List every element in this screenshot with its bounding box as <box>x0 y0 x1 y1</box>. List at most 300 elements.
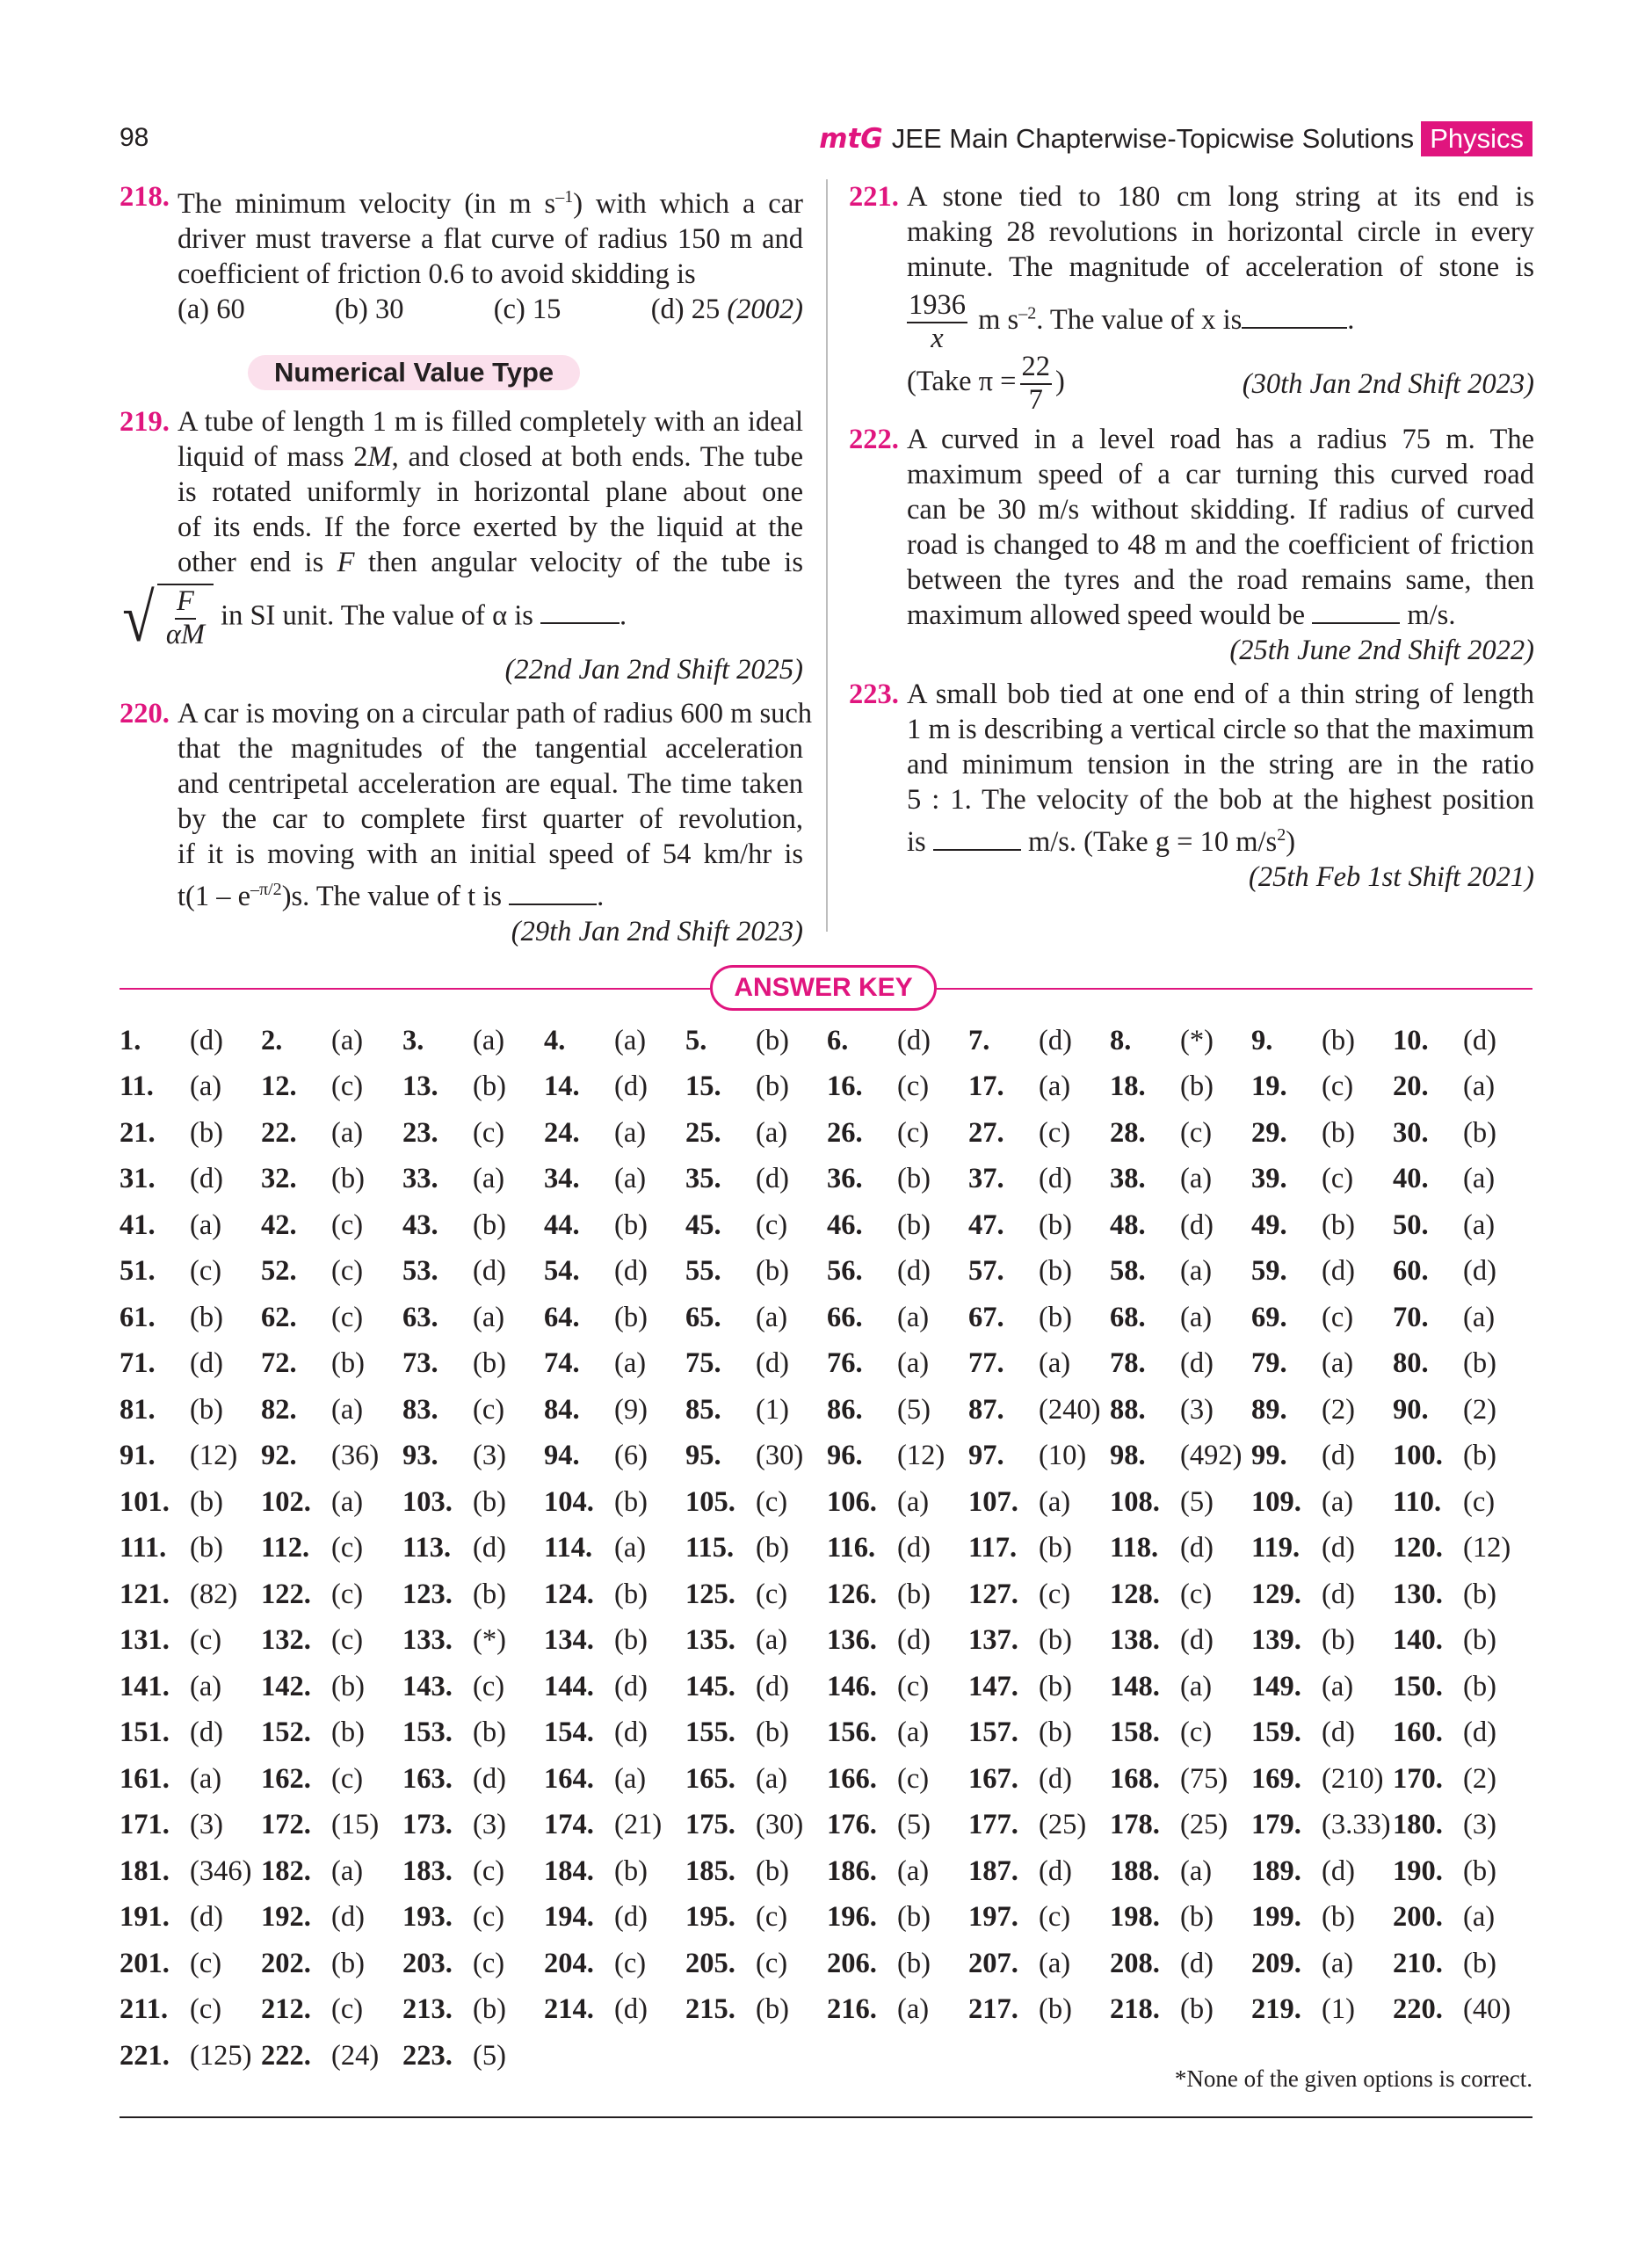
answer-number: 79. <box>1251 1347 1287 1380</box>
answer-key-entry <box>685 1763 827 1796</box>
answer-number: 109. <box>1251 1485 1301 1518</box>
answer-key-entry <box>685 1717 827 1749</box>
answer-number: 208. <box>1110 1947 1160 1979</box>
question-text: (Take π = $\frac{22}{7}$ ) (30th Jan 2nd Shift 2023) <box>907 351 1534 416</box>
answer-value: (c) <box>331 1208 364 1241</box>
answer-value: (30) <box>756 1809 804 1841</box>
answer-key-entry <box>827 1763 968 1796</box>
answer-value: (d) <box>614 1255 648 1288</box>
answer-key-entry <box>968 1763 1110 1796</box>
answer-number: 30. <box>1393 1116 1429 1149</box>
answer-number: 47. <box>968 1208 1004 1241</box>
answer-key-entry <box>1110 1163 1251 1195</box>
answer-value: (d) <box>1322 1717 1355 1749</box>
answer-number: 23. <box>402 1116 438 1149</box>
answer-key-entry <box>120 1209 261 1242</box>
answer-key-entry <box>827 1486 968 1519</box>
answer-number: 113. <box>402 1532 452 1564</box>
answer-value: (d) <box>1180 1947 1214 1979</box>
answer-number: 93. <box>402 1440 438 1472</box>
answer-number: 24. <box>544 1116 580 1149</box>
answer-value: (b) <box>1322 1624 1355 1657</box>
answer-number: 211. <box>120 1993 169 2026</box>
answer-key-entry <box>1110 1071 1251 1103</box>
answer-key-entry <box>1393 1486 1534 1519</box>
answer-value: (c) <box>1180 1717 1213 1749</box>
answer-key-entry <box>261 1347 402 1380</box>
answer-value: (5) <box>897 1393 931 1426</box>
answer-value: (3) <box>473 1809 506 1841</box>
answer-number: 115. <box>685 1532 735 1564</box>
answer-value: (a) <box>614 1347 647 1380</box>
answer-number: 148. <box>1110 1670 1160 1702</box>
answer-value: (d) <box>897 1532 931 1564</box>
answer-number: 68. <box>1110 1301 1146 1333</box>
answer-number: 158. <box>1110 1717 1160 1749</box>
answer-key-entry <box>402 1117 544 1150</box>
answer-value: (b) <box>1039 1670 1072 1702</box>
answer-number: 157. <box>968 1717 1018 1749</box>
answer-key-row <box>120 1018 1543 1064</box>
answer-value: (5) <box>473 2039 506 2072</box>
answer-number: 18. <box>1110 1071 1146 1103</box>
answer-value: (12) <box>190 1440 238 1472</box>
answer-number: 5. <box>685 1024 707 1056</box>
answer-key-row <box>120 1941 1543 1987</box>
answer-number: 6. <box>827 1024 849 1056</box>
answer-key-entry <box>1393 1579 1534 1611</box>
answer-number: 122. <box>261 1578 311 1610</box>
answer-number: 61. <box>120 1301 156 1333</box>
answer-number: 63. <box>402 1301 438 1333</box>
left-column <box>120 179 813 958</box>
answer-key-entry <box>1110 1025 1251 1057</box>
question-source: (25th Feb 1st Shift 2021) <box>1249 860 1534 893</box>
answer-key-entry <box>685 1440 827 1472</box>
answer-key-entry <box>685 1486 827 1519</box>
answer-value: (a) <box>473 1301 505 1333</box>
answer-key-entry <box>544 1809 685 1841</box>
answer-number: 223. <box>402 2039 453 2072</box>
answer-key-entry <box>402 1624 544 1657</box>
answer-key-entry <box>120 1993 261 2026</box>
answer-value: (d) <box>190 1901 223 1934</box>
answer-key-row <box>120 1895 1543 1942</box>
answer-value: (a) <box>1322 1485 1354 1518</box>
answer-number: 139. <box>1251 1624 1301 1657</box>
question-text: of its ends. If the force exerted by the liquid at the <box>178 511 803 543</box>
answer-key-entry <box>1110 1993 1251 2026</box>
answer-key-entry <box>120 1901 261 1934</box>
answer-value: (a) <box>1039 1347 1071 1380</box>
answer-number: 101. <box>120 1485 170 1518</box>
answer-number: 37. <box>968 1163 1004 1195</box>
answer-value: (a) <box>190 1670 222 1702</box>
answer-key-entry <box>685 1948 827 1980</box>
answer-value: (d) <box>1463 1255 1496 1288</box>
answer-key-entry <box>1251 1486 1393 1519</box>
answer-number: 156. <box>827 1717 877 1749</box>
answer-key-entry <box>968 1993 1110 2026</box>
answer-value: (492) <box>1180 1440 1243 1472</box>
answer-number: 53. <box>402 1255 438 1288</box>
answer-value: (*) <box>473 1624 506 1657</box>
answer-number: 220. <box>1393 1993 1443 2026</box>
answer-number: 11. <box>120 1071 154 1103</box>
answer-key-entry <box>1110 1717 1251 1749</box>
answer-number: 183. <box>402 1854 453 1887</box>
answer-value: (c) <box>1322 1071 1354 1103</box>
answer-key-entry <box>1393 1901 1534 1934</box>
answer-number: 12. <box>261 1071 297 1103</box>
answer-value: (a) <box>897 1485 930 1518</box>
question-text: minute. The magnitude of acceleration of stone is <box>907 251 1534 283</box>
answer-key-entry <box>120 1579 261 1611</box>
answer-value: (6) <box>614 1440 648 1472</box>
answer-number: 19. <box>1251 1071 1287 1103</box>
answer-value: (a) <box>331 1393 364 1426</box>
answer-value: (d) <box>897 1624 931 1657</box>
answer-value: (d) <box>1039 1163 1072 1195</box>
answer-number: 90. <box>1393 1393 1429 1426</box>
answer-key-entry <box>261 1948 402 1980</box>
answer-value: (c) <box>1180 1578 1213 1610</box>
answer-number: 219. <box>1251 1993 1301 2026</box>
question-number: 223. <box>849 679 899 710</box>
answer-key-entry <box>968 1394 1110 1426</box>
answer-number: 103. <box>402 1485 453 1518</box>
answer-key-entry <box>544 1993 685 2026</box>
answer-key-entry <box>120 1671 261 1703</box>
answer-key-entry <box>1251 1901 1393 1934</box>
answer-blank <box>540 598 620 624</box>
answer-key-entry <box>968 1347 1110 1380</box>
question-218 <box>120 179 803 327</box>
answer-key-row <box>120 1064 1543 1111</box>
answer-key-entry <box>544 1763 685 1796</box>
answer-number: 182. <box>261 1854 311 1887</box>
answer-key-entry <box>402 2040 544 2072</box>
answer-number: 179. <box>1251 1809 1301 1841</box>
answer-number: 106. <box>827 1485 877 1518</box>
answer-value: (a) <box>190 1762 222 1795</box>
answer-number: 144. <box>544 1670 594 1702</box>
answer-value: (d) <box>190 1024 223 1056</box>
answer-key-entry <box>1251 1763 1393 1796</box>
answer-key-entry <box>1251 1532 1393 1564</box>
question-number: 221. <box>849 181 899 213</box>
question-text: road is changed to 48 m and the coefficient of friction <box>907 529 1534 561</box>
answer-key-entry <box>1251 1809 1393 1841</box>
answer-key-entry <box>1393 1255 1534 1288</box>
answer-blank <box>933 824 1021 851</box>
answer-key-entry <box>261 1532 402 1564</box>
answer-key-rule <box>120 988 710 990</box>
question-text: if it is moving with an initial speed of 54 km/hr is <box>178 838 803 870</box>
answer-key-entry <box>120 1763 261 1796</box>
answer-key-entry <box>1251 1579 1393 1611</box>
answer-value: (b) <box>1463 1670 1496 1702</box>
answer-key-entry <box>685 1117 827 1150</box>
answer-value: (a) <box>897 1993 930 2026</box>
answer-value: (9) <box>614 1393 648 1426</box>
answer-value: (1) <box>756 1393 789 1426</box>
answer-key-row <box>120 1202 1543 1249</box>
answer-key-entry <box>402 1440 544 1472</box>
answer-value: (a) <box>331 1854 364 1887</box>
answer-value: (d) <box>614 1901 648 1934</box>
answer-value: (b) <box>614 1624 648 1657</box>
answer-value: (a) <box>897 1854 930 1887</box>
answer-number: 31. <box>120 1163 156 1195</box>
answer-number: 110. <box>1393 1485 1442 1518</box>
answer-number: 178. <box>1110 1809 1160 1841</box>
question-source: (29th Jan 2nd Shift 2023) <box>511 915 803 947</box>
answer-key-rule <box>937 988 1532 990</box>
answer-number: 133. <box>402 1624 453 1657</box>
answer-value: (c) <box>473 1393 505 1426</box>
answer-key-entry <box>261 1163 402 1195</box>
answer-key-entry <box>827 1671 968 1703</box>
answer-number: 22. <box>261 1116 297 1149</box>
answer-key-entry <box>261 1855 402 1888</box>
question-text: and centripetal acceleration are equal. The time taken <box>178 767 803 800</box>
answer-key-entry <box>1110 1394 1251 1426</box>
answer-number: 194. <box>544 1901 594 1934</box>
answer-number: 142. <box>261 1670 311 1702</box>
answer-number: 56. <box>827 1255 863 1288</box>
answer-key-entry <box>261 1624 402 1657</box>
answer-value: (b) <box>1180 1993 1214 2026</box>
answer-key-entry <box>1110 1347 1251 1380</box>
answer-value: (24) <box>331 2039 380 2072</box>
answer-number: 52. <box>261 1255 297 1288</box>
column-divider <box>826 179 828 932</box>
answer-value: (d) <box>1039 1024 1072 1056</box>
answer-key-entry <box>827 1025 968 1057</box>
answer-value: (d) <box>1322 1854 1355 1887</box>
answer-value: (b) <box>1039 1624 1072 1657</box>
answer-value: (b) <box>331 1347 365 1380</box>
answer-value: (a) <box>1463 1208 1496 1241</box>
answer-number: 84. <box>544 1393 580 1426</box>
answer-value: (c) <box>331 1255 364 1288</box>
answer-key-entry <box>968 1486 1110 1519</box>
answer-number: 48. <box>1110 1208 1146 1241</box>
answer-key-entry <box>544 1394 685 1426</box>
answer-key-entry <box>968 1717 1110 1749</box>
question-number: 219. <box>120 405 170 438</box>
answer-key-entry <box>827 1993 968 2026</box>
answer-number: 99. <box>1251 1440 1287 1472</box>
answer-value: (b) <box>473 1347 506 1380</box>
answer-key-entry <box>261 1025 402 1057</box>
answer-key-entry <box>261 2040 402 2072</box>
answer-key-entry <box>1251 1948 1393 1980</box>
answer-key-row <box>120 1848 1543 1895</box>
answer-key-row <box>120 1618 1543 1665</box>
answer-number: 94. <box>544 1440 580 1472</box>
answer-number: 212. <box>261 1993 311 2026</box>
answer-key-entry <box>120 1717 261 1749</box>
question-text: is m/s. (Take g = 10 $m/s^2$) <box>907 825 1296 858</box>
question-text: √ $\frac{F}{\alpha M}$ in SI unit. The value of α is . <box>120 584 803 652</box>
answer-value: (125) <box>190 2039 252 2072</box>
answer-key-row <box>120 1295 1543 1341</box>
option-a: (a) 60 <box>178 293 245 325</box>
answer-number: 175. <box>685 1809 735 1841</box>
answer-number: 25. <box>685 1116 721 1149</box>
answer-number: 129. <box>1251 1578 1301 1610</box>
answer-key-entry <box>1393 1855 1534 1888</box>
answer-value: (c) <box>897 1762 930 1795</box>
answer-number: 42. <box>261 1208 297 1241</box>
answer-value: (c) <box>756 1901 788 1934</box>
answer-value: (a) <box>331 1024 364 1056</box>
answer-key-entry <box>261 1209 402 1242</box>
question-text: $\frac{1936}{x}$ m $s^{-2}$. The value of x is . <box>909 289 1355 354</box>
answer-number: 159. <box>1251 1717 1301 1749</box>
answer-key-entry <box>1251 1993 1393 2026</box>
answer-key-row <box>120 1433 1543 1480</box>
answer-key-entry <box>402 1209 544 1242</box>
answer-value: (a) <box>756 1116 788 1149</box>
answer-value: (210) <box>1322 1762 1384 1795</box>
answer-number: 203. <box>402 1947 453 1979</box>
answer-number: 193. <box>402 1901 453 1934</box>
answer-number: 80. <box>1393 1347 1429 1380</box>
answer-value: (d) <box>897 1024 931 1056</box>
answer-key-entry <box>261 1255 402 1288</box>
answer-key-entry <box>120 1948 261 1980</box>
answer-key-entry <box>1393 1763 1534 1796</box>
question-text: A car is moving on a circular path of radius 600 m such <box>178 697 813 729</box>
answer-value: (d) <box>1180 1347 1214 1380</box>
answer-key-entry <box>685 1347 827 1380</box>
answer-value: (3) <box>1180 1393 1214 1426</box>
answer-key-entry <box>120 1117 261 1150</box>
answer-value: (b) <box>1039 1208 1072 1241</box>
answer-number: 34. <box>544 1163 580 1195</box>
answer-value: (d) <box>1322 1440 1355 1472</box>
section-heading: Numerical Value Type <box>248 355 580 390</box>
answer-value: (36) <box>331 1440 380 1472</box>
answer-number: 190. <box>1393 1854 1443 1887</box>
answer-key-row <box>120 1249 1543 1296</box>
question-source: (30th Jan 2nd Shift 2023) <box>1242 368 1534 400</box>
answer-number: 145. <box>685 1670 735 1702</box>
answer-number: 102. <box>261 1485 311 1518</box>
answer-key-entry <box>402 1394 544 1426</box>
answer-number: 59. <box>1251 1255 1287 1288</box>
question-text: 1 m is describing a vertical circle so that the maximum <box>907 714 1534 745</box>
answer-number: 151. <box>120 1717 170 1749</box>
answer-key-entry <box>827 1532 968 1564</box>
answer-key-entry <box>1251 1671 1393 1703</box>
answer-value: (d) <box>190 1717 223 1749</box>
question-text: can be 30 m/s without skidding. If radius of curved <box>907 494 1534 526</box>
answer-value: (d) <box>614 1670 648 1702</box>
answer-value: (5) <box>897 1809 931 1841</box>
answer-number: 29. <box>1251 1116 1287 1149</box>
answer-key-entry <box>261 1993 402 2026</box>
answer-number: 172. <box>261 1809 311 1841</box>
answer-number: 14. <box>544 1071 580 1103</box>
answer-value: (b) <box>190 1485 223 1518</box>
answer-number: 135. <box>685 1624 735 1657</box>
answer-number: 36. <box>827 1163 863 1195</box>
answer-key-entry <box>120 1486 261 1519</box>
answer-key-entry <box>261 1717 402 1749</box>
answer-key-entry <box>544 1579 685 1611</box>
question-text: The minimum velocity (in m $s^{-1}$) with which a car <box>178 187 803 220</box>
answer-value: (25) <box>1180 1809 1228 1841</box>
answer-number: 2. <box>261 1024 283 1056</box>
answer-number: 186. <box>827 1854 877 1887</box>
answer-value: (a) <box>756 1301 788 1333</box>
answer-value: (b) <box>1039 1301 1072 1333</box>
answer-value: (25) <box>1039 1809 1087 1841</box>
answer-key-entry <box>1251 1071 1393 1103</box>
answer-number: 154. <box>544 1717 594 1749</box>
answer-value: (a) <box>1463 1901 1496 1934</box>
answer-value: (d) <box>1322 1255 1355 1288</box>
answer-number: 215. <box>685 1993 735 2026</box>
answer-key-entry <box>402 1163 544 1195</box>
answer-number: 95. <box>685 1440 721 1472</box>
answer-number: 138. <box>1110 1624 1160 1657</box>
answer-value: (*) <box>1180 1024 1214 1056</box>
answer-key-row <box>120 1710 1543 1757</box>
answer-number: 82. <box>261 1393 297 1426</box>
answer-value: (b) <box>756 1071 789 1103</box>
answer-number: 55. <box>685 1255 721 1288</box>
answer-number: 10. <box>1393 1024 1429 1056</box>
answer-value: (a) <box>1180 1163 1213 1195</box>
answer-number: 160. <box>1393 1717 1443 1749</box>
answer-key-entry <box>544 1163 685 1195</box>
answer-key-entry <box>1110 1763 1251 1796</box>
answer-value: (b) <box>1180 1071 1214 1103</box>
answer-key-entry <box>685 1624 827 1657</box>
question-222 <box>849 422 1534 668</box>
answer-key-entry <box>1393 1163 1534 1195</box>
question-text: that the magnitudes of the tangential acceleration <box>178 732 803 765</box>
answer-number: 167. <box>968 1762 1018 1795</box>
answer-number: 105. <box>685 1485 735 1518</box>
answer-number: 147. <box>968 1670 1018 1702</box>
answer-key-entry <box>261 1394 402 1426</box>
answer-value: (c) <box>1322 1301 1354 1333</box>
answer-key-entry <box>402 1071 544 1103</box>
answer-number: 40. <box>1393 1163 1429 1195</box>
question-223 <box>849 677 1534 895</box>
answer-key-entry <box>402 1717 544 1749</box>
answer-key-entry <box>827 1440 968 1472</box>
answer-number: 218. <box>1110 1993 1160 2026</box>
answer-number: 108. <box>1110 1485 1160 1518</box>
answer-value: (c) <box>190 1993 222 2026</box>
question-source: (25th June 2nd Shift 2022) <box>1229 635 1534 666</box>
answer-number: 176. <box>827 1809 877 1841</box>
question-text: A stone tied to 180 cm long string at its end is <box>907 181 1534 213</box>
question-source: (2002) <box>727 293 803 325</box>
answer-key-entry <box>827 1163 968 1195</box>
answer-value: (b) <box>331 1670 365 1702</box>
answer-number: 62. <box>261 1301 297 1333</box>
answer-key-row <box>120 1526 1543 1572</box>
answer-key-entry <box>402 1993 544 2026</box>
